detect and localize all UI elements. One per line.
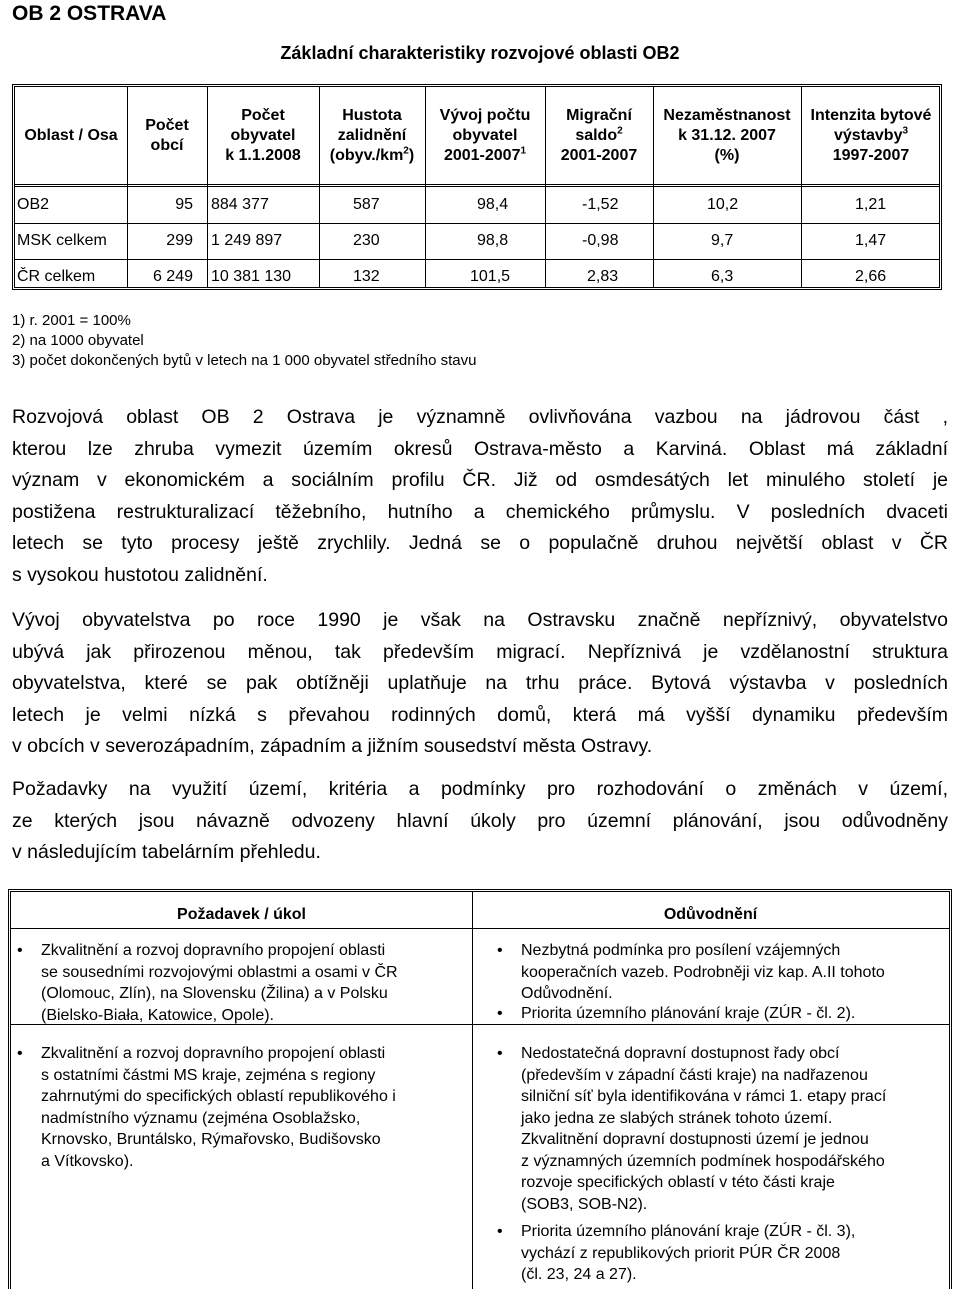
header-housing: Intenzita bytové výstavby$^3$ 1997-2007 — [810, 106, 932, 164]
cell-housing: 1,47 — [855, 232, 887, 249]
cell-migration: -1,52 — [582, 196, 619, 213]
text-line: ze kterých jsou návazně odvozeny hlavní úkoly pro územní plánování, jsou odůvodněny — [12, 809, 948, 832]
cell-density: 230 — [353, 232, 380, 249]
header-region: Oblast / Osa — [24, 126, 118, 144]
cell-region: MSK celkem — [17, 232, 107, 249]
text-line: letech se tyto procesy ještě zrychlily. Jedná se o populačně druhou největší oblast v ČR — [12, 532, 948, 554]
bullet-icon: • — [497, 1005, 503, 1022]
text-line: v následujícím tabelárním přehledu. — [12, 841, 321, 863]
justification-item — [497, 1043, 887, 1215]
cell-population: 884 377 — [211, 196, 269, 213]
text-line: ubývá jak přirozenou měnou, tak především migrací. Nepříznivá je vzdělanostní struktura — [12, 640, 948, 663]
header-population-development: Vývoj počtu obyvatel 2001-2007$^1$ — [439, 106, 531, 164]
header-requirement: Požadavek / úkol — [177, 906, 306, 923]
requirements-header-row — [11, 892, 949, 929]
text-line: Rozvojová oblast OB 2 Ostrava je významně ovlivňována vazbou na jádrovou část , — [12, 406, 948, 428]
text-line: kooperačních vazeb. Podrobněji viz kap. A.II tohoto — [521, 963, 885, 981]
cell-unemployment: 10,2 — [707, 196, 739, 213]
bullet-icon: • — [17, 942, 23, 959]
cell-density: 587 — [353, 196, 380, 213]
header-migration: Migrační saldo$^2$ 2001-2007 — [560, 106, 638, 164]
cell-population: 10 381 130 — [211, 268, 292, 285]
text-line: Zkvalitnění a rozvoj dopravního propojení oblasti — [41, 942, 386, 959]
bullet-icon: • — [497, 942, 503, 959]
requirement-item — [17, 1043, 396, 1172]
text-line: letech je velmi nízká s převahou rodinných domů, která má vyšší dynamiku především — [12, 703, 948, 726]
text-line: s ostatními částmi MS kraje, zejména s regiony — [41, 1066, 376, 1084]
header-population: Počet obyvatel k 1.1.2008 — [225, 106, 301, 164]
cell-region: OB2 — [17, 196, 50, 213]
cell-housing: 2,66 — [855, 268, 887, 285]
cell-unemployment: 9,7 — [711, 232, 734, 249]
text-line: v obcích v severozápadním, západním a jižním sousedství města Ostravy. — [12, 735, 653, 757]
bullet-icon: • — [17, 1045, 23, 1062]
column-divider — [472, 892, 473, 1289]
text-line: Zkvalitnění a rozvoj dopravního propojení oblasti — [41, 1045, 386, 1062]
text-line: význam v ekonomickém a sociálním profilu ČR. Již od osmdesátých let minulého století je — [12, 469, 948, 491]
text-line: kterou lze zhruba vymezit územím okresů Ostrava-město a Karviná. Oblast má základní — [12, 437, 948, 460]
text-line: z významných územních podmínek hospodářského — [521, 1152, 885, 1170]
cell-housing: 1,21 — [855, 196, 887, 213]
footnote: 3) počet dokončených bytů v letech na 1 000 obyvatel středního stavu — [12, 352, 477, 369]
justification-item — [497, 940, 885, 1005]
cell-migration: 2,83 — [587, 268, 619, 285]
cell-region: ČR celkem — [17, 268, 96, 285]
cell-population: 1 249 897 — [211, 232, 283, 249]
header-unemployment: Nezaměstnanost k 31.12. 2007 (%) — [663, 106, 791, 164]
document-title: OB 2 OSTRAVA — [12, 2, 167, 25]
text-line: vychází z republikových priorit PÚR ČR 2008 — [521, 1244, 841, 1262]
table-caption: Základní charakteristiky rozvojové oblasti OB2 — [280, 43, 680, 63]
text-line: obyvatelstva, které se pak obtížněji uplatňuje na trhu práce. Bytová výstavba v posledních — [12, 672, 948, 694]
cell-municipalities: 95 — [175, 196, 193, 213]
header-municipalities: Počet obcí — [145, 116, 189, 154]
text-line: nadmístního významu (zejména Osoblažsko, — [41, 1109, 361, 1127]
text-line: Požadavky na využití území, kritéria a podmínky pro rozhodování o změnách v území, — [12, 778, 948, 800]
paragraph-region-overview — [12, 402, 948, 591]
table-row — [15, 259, 939, 295]
cell-population-development: 98,4 — [477, 196, 509, 213]
header-justification: Odůvodnění — [663, 906, 758, 923]
text-line: silniční síť byla identifikována v rámci 1. etapy prací — [521, 1088, 887, 1105]
bullet-icon: • — [497, 1223, 503, 1240]
text-line: se sousedními rozvojovými oblastmi a osami v ČR — [41, 963, 398, 981]
header-density: Hustota zalidnění $(obyv./km^2)$ — [329, 106, 415, 164]
cell-municipalities: 299 — [166, 232, 193, 249]
text-line: s vysokou hustotou zalidnění. — [12, 563, 268, 586]
text-line: postižena restrukturalizací těžebního, hutního a chemického průmyslu. V posledních dvaceti — [12, 500, 948, 523]
bullet-icon: • — [497, 1045, 503, 1062]
text-line: (především v západní části kraje) na nadřazenou — [521, 1066, 868, 1084]
cell-municipalities: 6 249 — [152, 268, 193, 285]
table-row — [15, 223, 939, 260]
cell-density: 132 — [353, 268, 380, 285]
text-line: Nezbytná podmínka pro posílení vzájemných — [521, 942, 841, 959]
text-line: (SOB3, SOB-N2). — [521, 1195, 648, 1213]
cell-migration: -0,98 — [582, 232, 619, 249]
statistics-table — [12, 84, 942, 290]
cell-population-development: 98,8 — [477, 232, 509, 249]
footnote: 2) na 1000 obyvatel — [12, 332, 144, 349]
text-line: Odůvodnění. — [521, 985, 613, 1002]
cell-population-development: 101,5 — [470, 268, 511, 285]
paragraph-population-development — [12, 605, 948, 763]
footnote: 1) r. 2001 = 100% — [12, 312, 131, 329]
justification-item — [497, 1003, 856, 1025]
text-line: (Bielsko-Biała, Katowice, Opole). — [41, 1006, 274, 1024]
text-line: zahrnutými do specifických oblastí republikového i — [41, 1088, 396, 1105]
text-line: Vývoj obyvatelstva po roce 1990 je však na Ostravsku značně nepříznivý, obyvatelstvo — [12, 609, 948, 631]
requirements-table — [8, 889, 952, 1289]
justification-item — [497, 1221, 856, 1286]
text-line: Priorita územního plánování kraje (ZÚR - čl. 2). — [521, 1005, 856, 1022]
text-line: (Olomouc, Zlín), na Slovensku (Žilina) a v Polsku — [41, 985, 388, 1002]
text-line: Priorita územního plánování kraje (ZÚR - čl. 3), — [521, 1223, 856, 1240]
requirement-item — [17, 940, 398, 1026]
text-line: jako jedna ze slabých stránek tohoto území. — [521, 1109, 833, 1127]
text-line: a Vítkovsko). — [41, 1152, 134, 1170]
text-line: rozvoje specifických oblastí v této části kraje — [521, 1174, 835, 1191]
text-line: (čl. 23, 24 a 27). — [521, 1266, 637, 1283]
text-line: Nedostatečná dopravní dostupnost řady obcí — [521, 1045, 840, 1062]
table-row — [15, 187, 939, 224]
cell-unemployment: 6,3 — [711, 268, 734, 285]
text-line: Zkvalitnění dopravní dostupnosti území je jednou — [521, 1131, 869, 1148]
text-line: Krnovsko, Bruntálsko, Rýmařovsko, Budišovsko — [41, 1131, 381, 1148]
paragraph-requirements-intro — [12, 774, 948, 869]
